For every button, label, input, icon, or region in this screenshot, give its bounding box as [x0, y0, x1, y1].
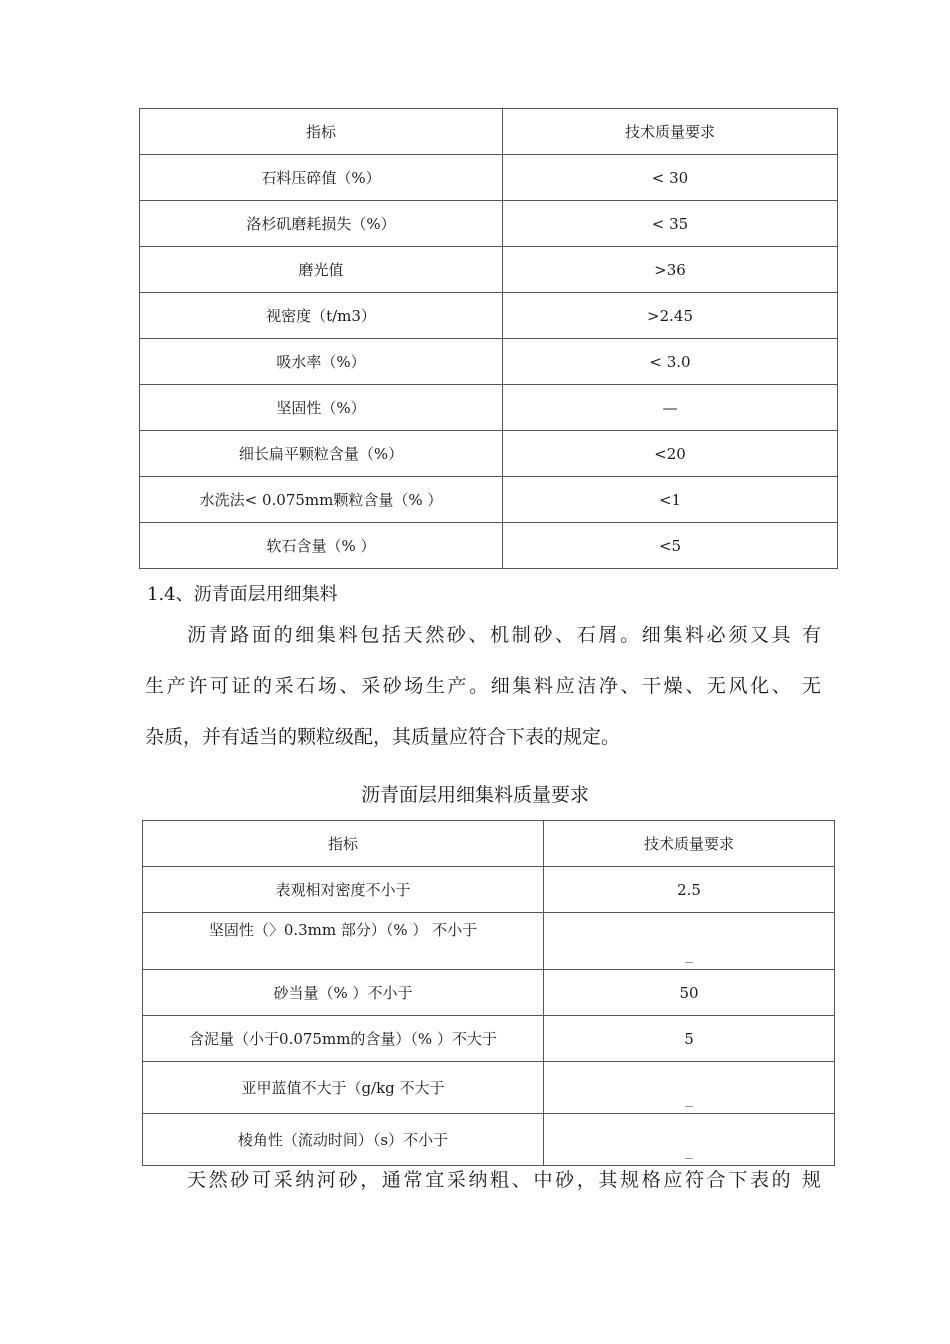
- table-row: [140, 431, 838, 477]
- table-row: [140, 293, 838, 339]
- requirement-cell: 50: [544, 970, 835, 1016]
- requirement-cell: >36: [503, 247, 838, 293]
- header-cell-indicator: 指标: [143, 821, 544, 867]
- header-cell-requirement: 技术质量要求: [503, 109, 838, 155]
- requirement-cell: —: [503, 385, 838, 431]
- indicator-cell: 细长扁平颗粒含量（%）: [140, 431, 503, 477]
- requirement-cell: _: [544, 1114, 835, 1166]
- requirement-cell: _: [544, 1062, 835, 1114]
- requirement-cell: 2.5: [544, 867, 835, 913]
- indicator-cell: 磨光值: [140, 247, 503, 293]
- table-row: [143, 970, 835, 1016]
- indicator-cell: 水洗法< 0.075mm颗粒含量（% ）: [140, 477, 503, 523]
- indicator-cell: 砂当量（% ）不小于: [143, 970, 544, 1016]
- table-row: [140, 201, 838, 247]
- table-caption: 沥青面层用细集料质量要求: [360, 784, 589, 806]
- table-row: [143, 867, 835, 913]
- indicator-cell: 棱角性（流动时间）（s）不小于: [143, 1114, 544, 1166]
- paragraph-line: 天然砂可采纳河砂，通常宜采纳粗、中砂，其规格应符合下表的 规: [187, 1169, 821, 1191]
- table-row: [140, 385, 838, 431]
- indicator-cell: 软石含量（% ）: [140, 523, 503, 569]
- indicator-cell: 石料压碎值（%）: [140, 155, 503, 201]
- fine-aggregate-quality-table: [142, 820, 835, 1166]
- table-row: [143, 913, 835, 970]
- indicator-cell: 含泥量（小于0.075mm的含量）（% ）不大于: [143, 1016, 544, 1062]
- table-row: [140, 339, 838, 385]
- aggregate-quality-table: [139, 108, 838, 569]
- requirement-cell: < 3.0: [503, 339, 838, 385]
- table-row: [143, 1016, 835, 1062]
- indicator-cell: 表观相对密度不小于: [143, 867, 544, 913]
- requirement-cell: <1: [503, 477, 838, 523]
- requirement-cell: >2.45: [503, 293, 838, 339]
- header-cell-requirement: 技术质量要求: [544, 821, 835, 867]
- requirement-cell: _: [544, 913, 835, 970]
- paragraph-line: 沥青路面的细集料包括天然砂、机制砂、石屑。细集料必须又具 有: [187, 624, 821, 646]
- indicator-cell: 亚甲蓝值不大于（g/kg 不大于: [143, 1062, 544, 1114]
- indicator-cell: 吸水率（%）: [140, 339, 503, 385]
- table-row: [140, 247, 838, 293]
- requirement-cell: < 35: [503, 201, 838, 247]
- header-cell-indicator: 指标: [140, 109, 503, 155]
- requirement-cell: <20: [503, 431, 838, 477]
- table-row: [140, 477, 838, 523]
- requirement-cell: 5: [544, 1016, 835, 1062]
- section-heading: 1.4、沥青面层用细集料: [147, 584, 338, 605]
- table-row: [140, 155, 838, 201]
- paragraph-line: 杂质，并有适当的颗粒级配，其质量应符合下表的规定。: [145, 726, 621, 748]
- table-header-row: [143, 821, 835, 867]
- indicator-cell: 洛杉矶磨耗损失（%）: [140, 201, 503, 247]
- paragraph-line: 生产许可证的采石场、采砂场生产。细集料应洁净、干燥、无风化、 无: [145, 675, 821, 697]
- table-header-row: [140, 109, 838, 155]
- indicator-cell: 坚固性（%）: [140, 385, 503, 431]
- requirement-cell: < 30: [503, 155, 838, 201]
- indicator-cell: 坚固性（〉0.3mm 部分）（% ） 不小于: [143, 913, 544, 970]
- indicator-cell: 视密度（t/m3）: [140, 293, 503, 339]
- table-row: [140, 523, 838, 569]
- table-row: [143, 1062, 835, 1114]
- requirement-cell: <5: [503, 523, 838, 569]
